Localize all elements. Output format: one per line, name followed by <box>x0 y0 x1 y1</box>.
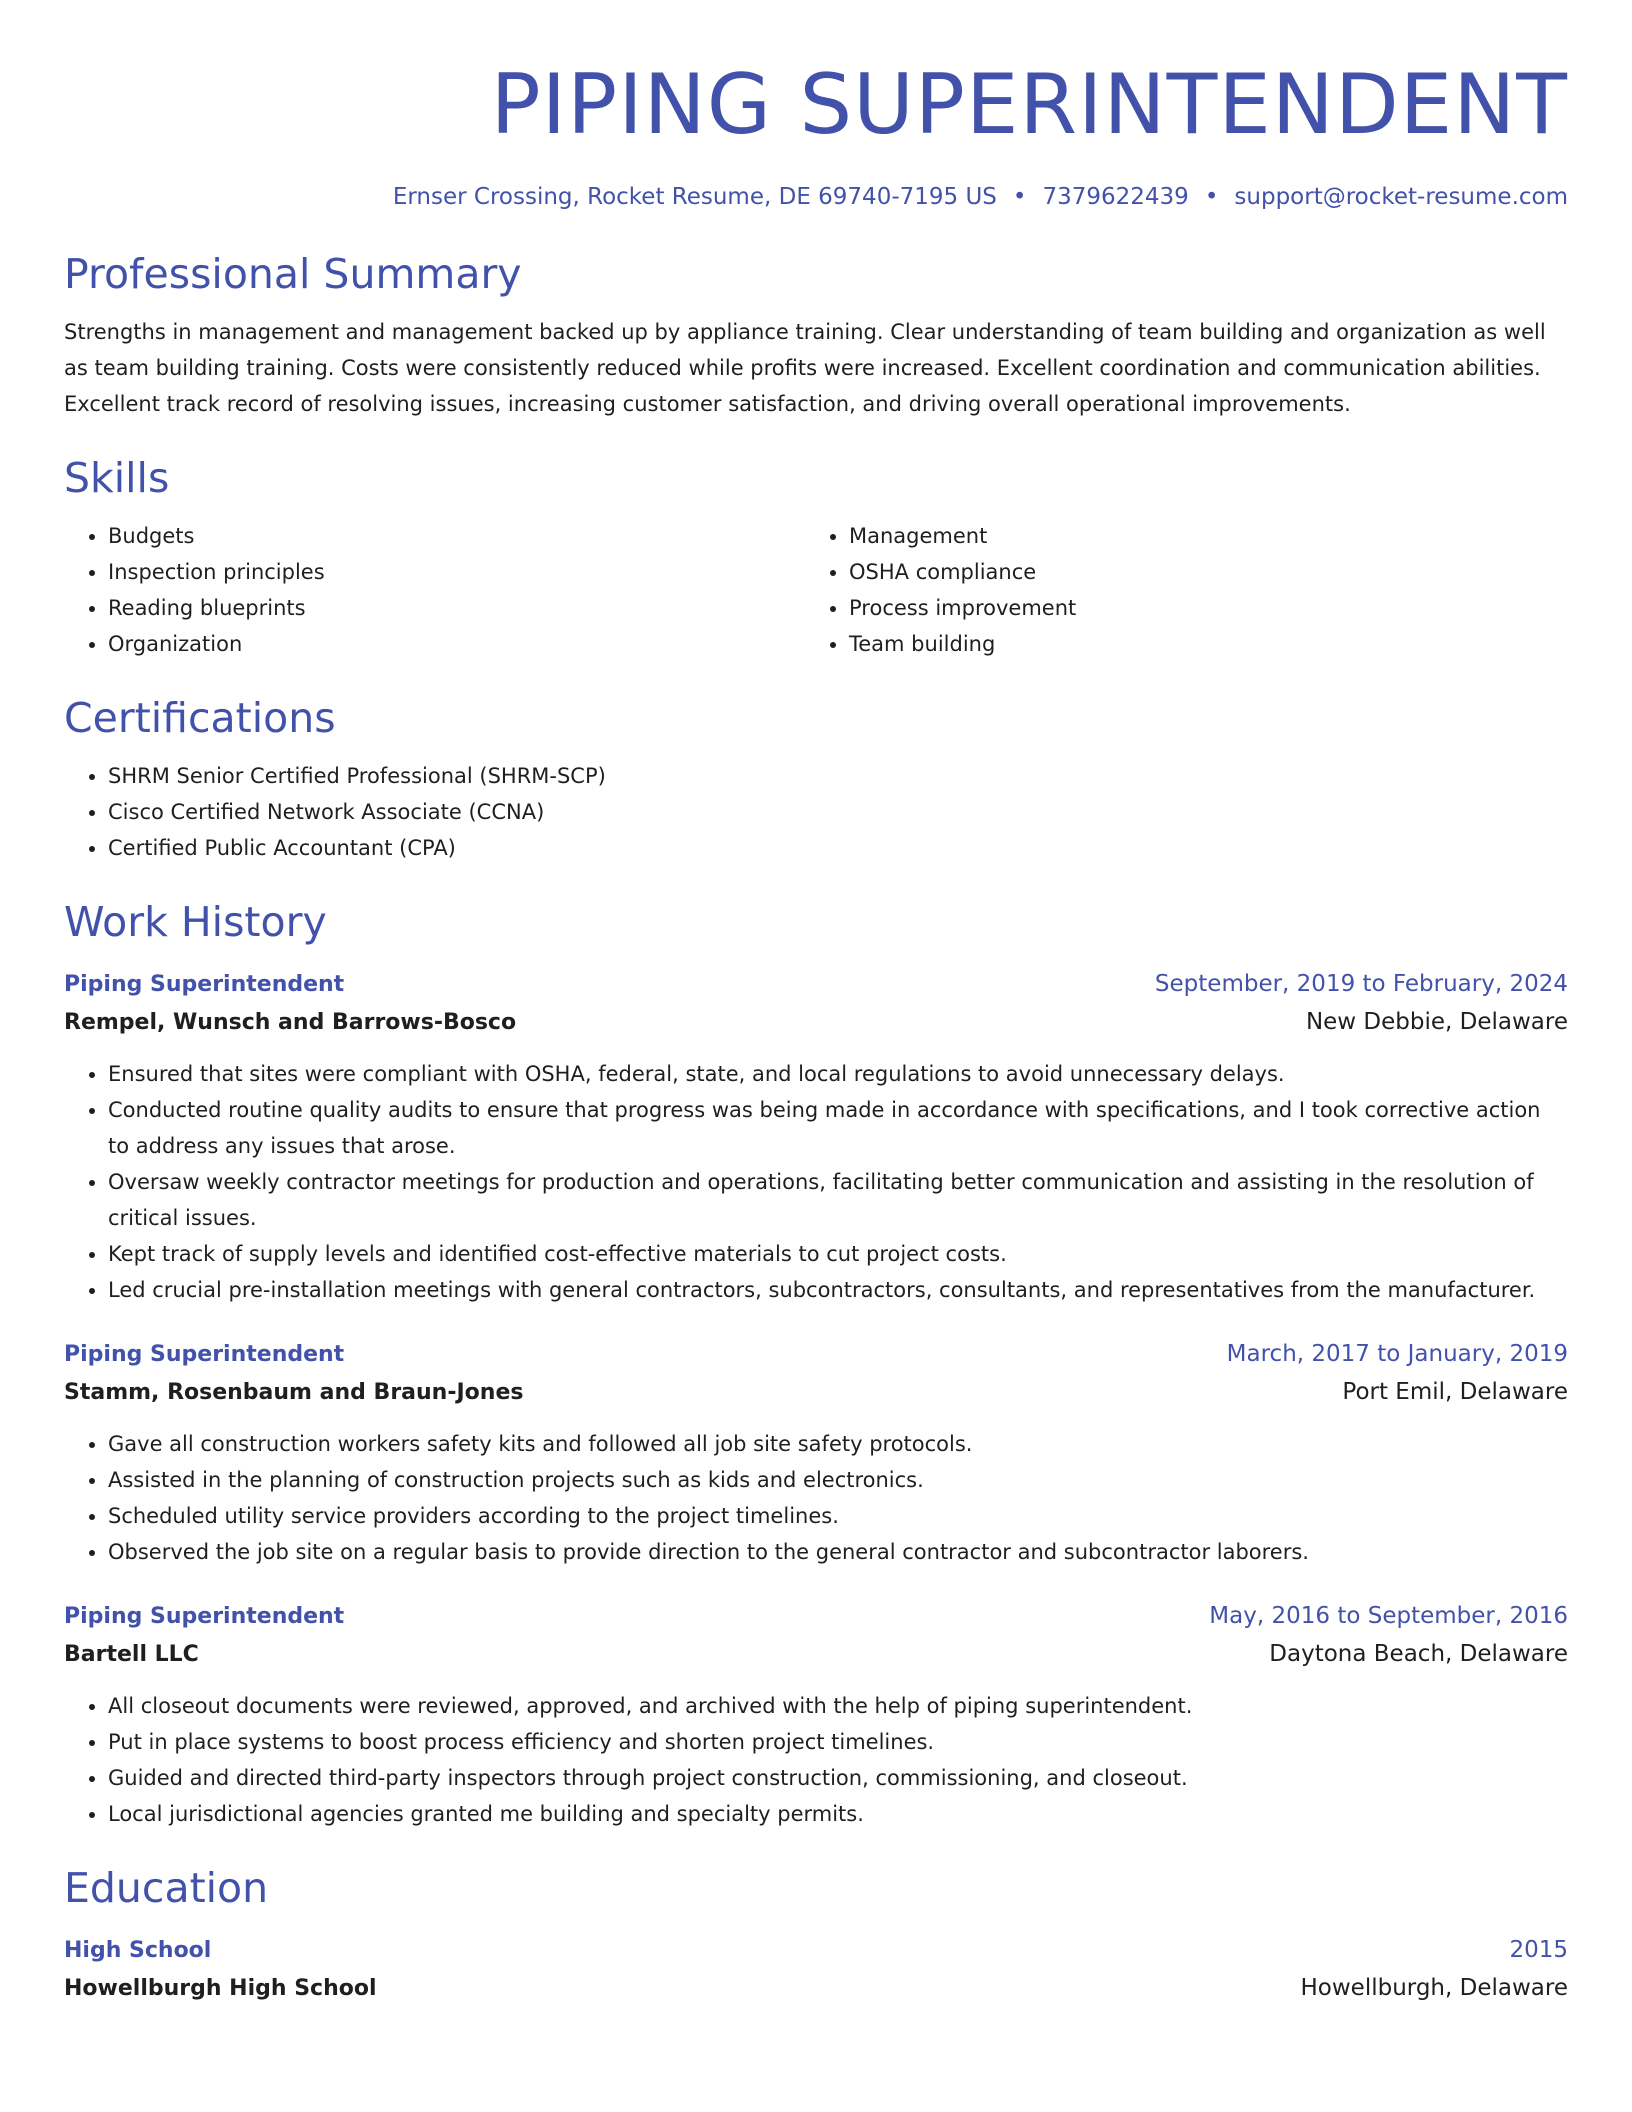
job-duty: • Ensured that sites were compliant with OSHA, federal, state, and local regulations to avoid unnecessary delays. <box>108 1056 1568 1092</box>
job-title: Piping Superintendent <box>64 1604 345 1629</box>
education-location: Howellburgh, Delaware <box>1300 1975 1568 2001</box>
summary-text: Strengths in management and management backed up by appliance training. Clear understanding of team building and organization as well as team building training. Costs were consistently reduced while profits were increased. Excellent coordination and communication abilities. Excellent track record of resolving issues, increasing customer satisfaction, and driving overall operational improvements. <box>64 320 1546 416</box>
job-dates: May, 2016 to September, 2016 <box>1209 1603 1568 1629</box>
job-title-row <box>64 1336 1568 1373</box>
skill-item: • Process improvement <box>849 590 1568 626</box>
education-school-row <box>64 1969 1568 2008</box>
job-duty: • Observed the job site on a regular basis to provide direction to the general contractor and subcontractor laborers. <box>108 1534 1568 1570</box>
job-duty: • Conducted routine quality audits to ensure that progress was being made in accordance with specifications, and I took corrective action to address any issues that arose. <box>108 1092 1568 1164</box>
job-employer: Rempel, Wunsch and Barrows-Bosco <box>64 1010 517 1035</box>
certification-item: • Certified Public Accountant (CPA) <box>108 830 1568 866</box>
skill-item: • Reading blueprints <box>108 590 805 626</box>
contact-address: Ernser Crossing, Rocket Resume, DE 69740-7195 US <box>392 184 997 210</box>
skill-item: • Team building <box>849 626 1568 662</box>
education-degree-row <box>64 1932 1568 1969</box>
skill-item: • OSHA compliance <box>849 554 1568 590</box>
job-duty: • Local jurisdictional agencies granted me building and specialty permits. <box>108 1796 1568 1832</box>
education-year: 2015 <box>1509 1937 1568 1963</box>
job-location: Port Emil, Delaware <box>1342 1379 1568 1405</box>
skills-section <box>64 452 1568 662</box>
job-employer-row <box>64 1635 1568 1674</box>
education-heading: Education <box>64 1864 269 1912</box>
skill-item: • Organization <box>108 626 805 662</box>
skills-list-right <box>805 518 1568 662</box>
job-employer-row <box>64 1373 1568 1412</box>
job-duty: • Scheduled utility service providers according to the project timelines. <box>108 1498 1568 1534</box>
education-section <box>64 1862 1568 2008</box>
job-duty: • Kept track of supply levels and identified cost-effective materials to cut project costs. <box>108 1236 1568 1272</box>
job-dates: March, 2017 to January, 2019 <box>1226 1341 1568 1367</box>
certification-item: • Cisco Certified Network Associate (CCNA) <box>108 794 1568 830</box>
job-duty: • All closeout documents were reviewed, approved, and archived with the help of piping superintendent. <box>108 1688 1568 1724</box>
job-duty: • Put in place systems to boost process efficiency and shorten project timelines. <box>108 1724 1568 1760</box>
skills-heading: Skills <box>64 454 170 502</box>
job-entry <box>64 966 1568 1308</box>
job-duties <box>64 1056 1568 1308</box>
certifications-heading: Certifications <box>64 694 336 742</box>
contact-phone: 7379622439 <box>1042 184 1189 210</box>
job-title: Piping Superintendent <box>64 1342 345 1367</box>
candidate-name: PIPING SUPERINTENDENT <box>490 56 1568 153</box>
education-entry <box>64 1932 1568 2008</box>
job-entry <box>64 1336 1568 1570</box>
job-employer: Stamm, Rosenbaum and Braun-Jones <box>64 1380 524 1405</box>
job-employer: Bartell LLC <box>64 1642 199 1667</box>
skill-item: • Management <box>849 518 1568 554</box>
job-title-row <box>64 966 1568 1003</box>
job-duty: • Guided and directed third-party inspectors through project construction, commissioning, and closeout. <box>108 1760 1568 1796</box>
job-location: New Debbie, Delaware <box>1305 1009 1568 1035</box>
contact-separator: • <box>1204 184 1219 210</box>
job-duty: • Assisted in the planning of construction projects such as kids and electronics. <box>108 1462 1568 1498</box>
education-school: Howellburgh High School <box>64 1976 377 2001</box>
contact-separator: • <box>1012 184 1027 210</box>
job-entry <box>64 1598 1568 1832</box>
job-duties <box>64 1688 1568 1832</box>
summary-section <box>64 248 1568 422</box>
contact-email: support@rocket-resume.com <box>1234 184 1568 210</box>
job-duties <box>64 1426 1568 1570</box>
job-title: Piping Superintendent <box>64 972 345 997</box>
certifications-list <box>64 758 1568 866</box>
summary-heading: Professional Summary <box>64 250 522 298</box>
job-location: Daytona Beach, Delaware <box>1269 1641 1568 1667</box>
job-duty: • Oversaw weekly contractor meetings for production and operations, facilitating better communication and assisting in the resolution of critical issues. <box>108 1164 1568 1236</box>
job-dates: September, 2019 to February, 2024 <box>1154 971 1568 997</box>
job-duty: • Gave all construction workers safety kits and followed all job site safety protocols. <box>108 1426 1568 1462</box>
certifications-section <box>64 692 1568 866</box>
education-degree: High School <box>64 1938 212 1963</box>
certification-item: • SHRM Senior Certified Professional (SHRM-SCP) <box>108 758 1568 794</box>
skills-list-left <box>64 518 805 662</box>
contact-line <box>64 182 1568 212</box>
work-history-section <box>64 896 1568 1832</box>
job-duty: • Led crucial pre-installation meetings with general contractors, subcontractors, consultants, and representatives from the manufacturer. <box>108 1272 1568 1308</box>
skill-item: • Inspection principles <box>108 554 805 590</box>
job-employer-row <box>64 1003 1568 1042</box>
job-title-row <box>64 1598 1568 1635</box>
skill-item: • Budgets <box>108 518 805 554</box>
skills-grid <box>64 504 1568 662</box>
work-history-heading: Work History <box>64 898 327 946</box>
